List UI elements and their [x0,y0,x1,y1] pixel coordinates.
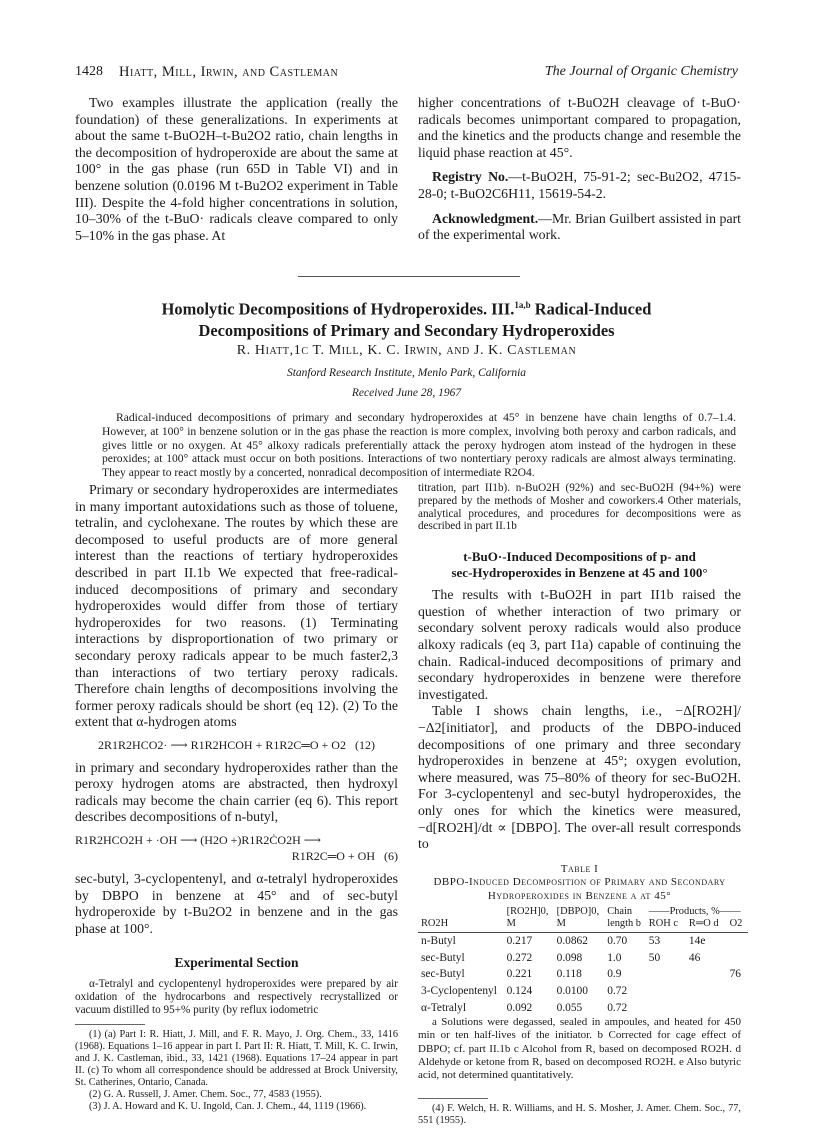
cell [646,966,686,983]
cell: sec-Butyl [421,968,465,981]
eq6-number: (6) [384,849,398,864]
cell: 0.092 [506,1001,533,1014]
ack-text: —Mr. Brian Guilbert assisted in part of the experimental work. [418,210,741,243]
intro-paragraph-3: sec-butyl, 3-cyclopentenyl, and α-tetralyl hydroperoxides by DBPO in benzene at 45° and of sec-butyl hydroperoxide by t-Bu2O2 in benzene and in the gas phase at 100°. [75,871,398,936]
cell [727,933,748,950]
cell [646,983,686,1000]
article-authors: R. Hiatt,1c T. Mill, K. C. Irwin, and J. K. Castleman [236,343,577,358]
cell: 0.72 [607,1001,628,1014]
section-heading [418,549,741,581]
cell: 50 [648,951,661,964]
cell [686,983,727,1000]
cell: 0.217 [506,935,533,948]
abstract [102,411,736,480]
th: [DBPO]0, [556,906,600,918]
cell [686,1000,727,1017]
footnote-rule-right [418,1098,488,1099]
cell: 1.0 [607,951,622,964]
equation-6-line2 [75,848,398,865]
cell: 0.9 [607,968,622,981]
th: M [504,918,554,933]
intro-paragraph-2: in primary and secondary hydroperoxides rather than the peroxy hydrogen atoms are abstracted, then hydroxyl radicals may become the chain carrier (eq 6). This report describes decompositions of n-butyl, [75,759,398,825]
cell: 0.055 [556,1001,583,1014]
cell: 0.098 [556,951,583,964]
table-caption-2: Hydroperoxides in Benzene a at 45° [487,889,672,902]
table-row [418,983,748,1000]
cell: 3-Cyclopentenyl [421,984,497,997]
intro-paragraph: Primary or secondary hydroperoxides are intermediates in many important autoxidations such as those of toluene, tetralin, and cyclohexane. The routes by which these are decomposed to useful products are of more general interest than the reactions of tertiary hydroperoxides described in part II.1b We expected that free-radical-induced decompositions of primary and secondary hydroperoxides would differ from those of tertiary hydroperoxides for two reasons. (1) Terminating interactions by disproportionation of two primary or secondary peroxy radicals appear to be much faster2,3 than interactions of two tertiary peroxy radicals. Therefore chain lengths of decompositions involving the former peroxy radicals should be short (eq 12). (2) To the extent that α-hydrogen atoms [75,482,398,730]
experimental-heading: Experimental Section [174,955,299,971]
th: [RO2H]0, [506,906,549,918]
left-column [75,482,398,1113]
cell: 53 [648,935,661,948]
table-row [418,1000,748,1017]
th [418,906,504,918]
cell: 0.0862 [556,935,588,948]
acknowledgment [418,211,741,244]
cell: 0.221 [506,968,533,981]
ack-label: Acknowledgment. [432,210,539,226]
abstract-text: Radical-induced decompositions of primary and secondary hydroperoxides at 45° in benzene have chain lengths of 0.7–1.4. However, at 100° in benzene solution or in the gas phase the reaction is more complex, involving both peroxy and carbon radicals, and gives little or no oxygen. At 45° alkoxy radicals preferentially attack the peroxy hydrogen atom instead of the hydrogen in these peroxides; at 100° attack must occur on both positions. Interactions of two nontertiary peroxy radicals are almost always terminating. They appear to react mostly by a concerted, nonradical decomposition of intermediate R2O4. [102,411,736,480]
title-sup: 1a,b [514,300,531,310]
article-title [60,294,753,342]
equation-12 [75,737,398,754]
eq12-body: 2R1R2HCO2· ⟶ R1R2HCOH + R1R2C═O + O2 [98,737,346,752]
prev-paragraph: Two examples illustrate the application (really the foundation) of these generalizations. In experiments at about the same t-BuO2H–t-Bu2O2 ratio, chain lengths in the decomposition of hydroperoxide are about the same at 100° in the gas phase (run 65D in Table VI) and in benzene solution (0.0196 M t-Bu2O2 experiment in Table III). Despite the 4-fold higher concentrations in solution, 10–30% of the t-BuO· radicals cleave compared to only 5–10% in the gas phase. At [75,95,398,243]
footnote-rule [75,1024,145,1025]
cell [727,950,748,967]
cell: n-Butyl [421,935,456,948]
table-header-row-1 [418,906,748,918]
page-number: 1428 [75,64,103,79]
equation-6-line1: R1R2HCO2H + ·OH ⟶ (H2O +)R1R2ĊO2H ⟶ [75,832,321,847]
eq6-body: R1R2C═O + OH [291,849,375,864]
title-line1: Homolytic Decompositions of Hydroperoxides. III. [161,299,515,319]
cell: 0.0100 [556,984,588,997]
cell: 0.72 [607,984,628,997]
title-line1-end: Radical-Induced [534,299,652,319]
cell: α-Tetralyl [421,1001,467,1014]
journal-name: The Journal of Organic Chemistry [544,64,738,79]
registry-label: Registry No. [432,169,509,185]
th: length b [604,918,646,933]
table-row [418,966,748,983]
cell: 0.118 [556,968,582,981]
cell: 0.272 [506,951,533,964]
th: O2 [727,918,748,933]
table-footnotes: a Solutions were degassed, sealed in ampoules, and heated for 450 min or ten half-lives of the initiator. b Corrected for cage effect of DBPO; cf. part II.1b c Alcohol from R, based on decomposed RO2H. d Aldehyde or ketone from R, based on decomposed RO2H. e Also butyric acid, not determined quantitatively. [418,1016,741,1081]
footnote-2: (2) G. A. Russell, J. Amer. Chem. Soc., 77, 4583 (1955). [89,1089,322,1101]
results-paragraph-1: The results with t-BuO2H in part II1b raised the question of whether interaction of two primary or secondary solvent peroxy radicals would also produce alkoxy radicals (eq 3, part I1a) capable of continuing the chain. Radical-induced decompositions of primary and secondary hydroperoxides in benzene were therefore investigated. [418,587,741,702]
experimental-text: α-Tetralyl and cyclopentenyl hydroperoxides were prepared by air oxidation of the hydrocarbons and respectively recrystallized or vacuum distilled to 95+% purity (by reflux iodometric [75,978,398,1016]
table-row [418,950,748,967]
table-caption-1: DBPO-Induced Decomposition of Primary and Secondary [433,876,726,889]
title-line2: Decompositions of Primary and Secondary Hydroperoxides [198,321,615,341]
th-products: ——Products, %—— [648,906,741,918]
footnote-1: (1) (a) Part I: R. Hiatt, J. Mill, and F. R. Mayo, J. Org. Chem., 33, 1416 (1968). Equations 1–16 appear in part I. Part II: R. Hiatt, T. Mill, K. C. Irwin, and J. K. Castleman, ibid., 33, 1421 (1968). Equations 17–24 appear in part II. (c) To whom all correspondence should be addressed at Brock University, St. Catherines, Ontario, Canada. [75,1029,398,1089]
th: R═O d [686,918,727,933]
cell [727,1000,748,1017]
experimental-cont: titration, part II1b). n-BuO2H (92%) and sec-BuO2H (94+%) were prepared by the methods of Mosher and coworkers.4 Other materials, analytical procedures, and procedures for decompositions were as described in part II.1b [418,482,741,533]
table-header-row-2 [418,918,748,933]
cell: 14e [688,935,706,948]
th: M [554,918,605,933]
cell: 0.124 [506,984,533,997]
prev-article-right [418,95,741,244]
cell [686,966,727,983]
th: RO2H [418,918,504,933]
institution: Stanford Research Institute, Menlo Park, California [286,367,527,379]
prev-paragraph-cont: higher concentrations of t-BuO2H cleavage of t-BuO· radicals becomes unimportant compared to propagation, and the kinetics and the products change and resemble the liquid phase reaction at 45°. [418,95,741,160]
registry-text: —t-BuO2H, 75-91-2; sec-Bu2O2, 4715-28-0; t-BuO2C6H11, 15619-54-2. [418,169,741,201]
eq12-number: (12) [354,737,375,752]
cell: sec-Butyl [421,951,465,964]
section-heading-1: t-BuO·-Induced Decompositions of p- and [463,549,696,565]
article-separator [298,276,520,277]
cell: 0.70 [607,935,628,948]
cell: 76 [729,968,741,981]
registry-numbers [418,169,741,202]
right-column [418,482,741,1127]
cell: 46 [688,951,701,964]
results-paragraph-2: Table I shows chain lengths, i.e., −Δ[RO2H]/−Δ2[initiator], and products of the DBPO-induced decompositions of one primary and three secondary hydroperoxides in benzene at 45°; oxygen evolution, where measured, was 75–80% of theory for sec-BuO2H. For 3-cyclopentenyl and sec-butyl hydroperoxides, the only ones for which the kinetics were measured, −d[RO2H]/dt ∝ [DBPO]. The over-all result corresponds to [418,703,741,852]
table-label: Table I [560,862,599,875]
footnote-4: (4) F. Welch, H. R. Williams, and H. S. Mosher, J. Amer. Chem. Soc., 77, 551 (1955). [418,1103,741,1127]
cell [646,1000,686,1017]
header-authors: Hiatt, Mill, Irwin, and Castleman [119,64,339,80]
section-heading-2: sec-Hydroperoxides in Benzene at 45 and 100° [451,565,708,581]
prev-article-left [75,95,398,244]
footnote-3: (3) J. A. Howard and K. U. Ingold, Can. J. Chem., 44, 1119 (1966). [89,1101,367,1113]
table-row [418,933,748,950]
cell [727,983,748,1000]
table-1 [418,906,748,1016]
th: ROH c [646,918,686,933]
received-date: Received June 28, 1967 [351,387,462,399]
th: Chain [607,906,633,918]
